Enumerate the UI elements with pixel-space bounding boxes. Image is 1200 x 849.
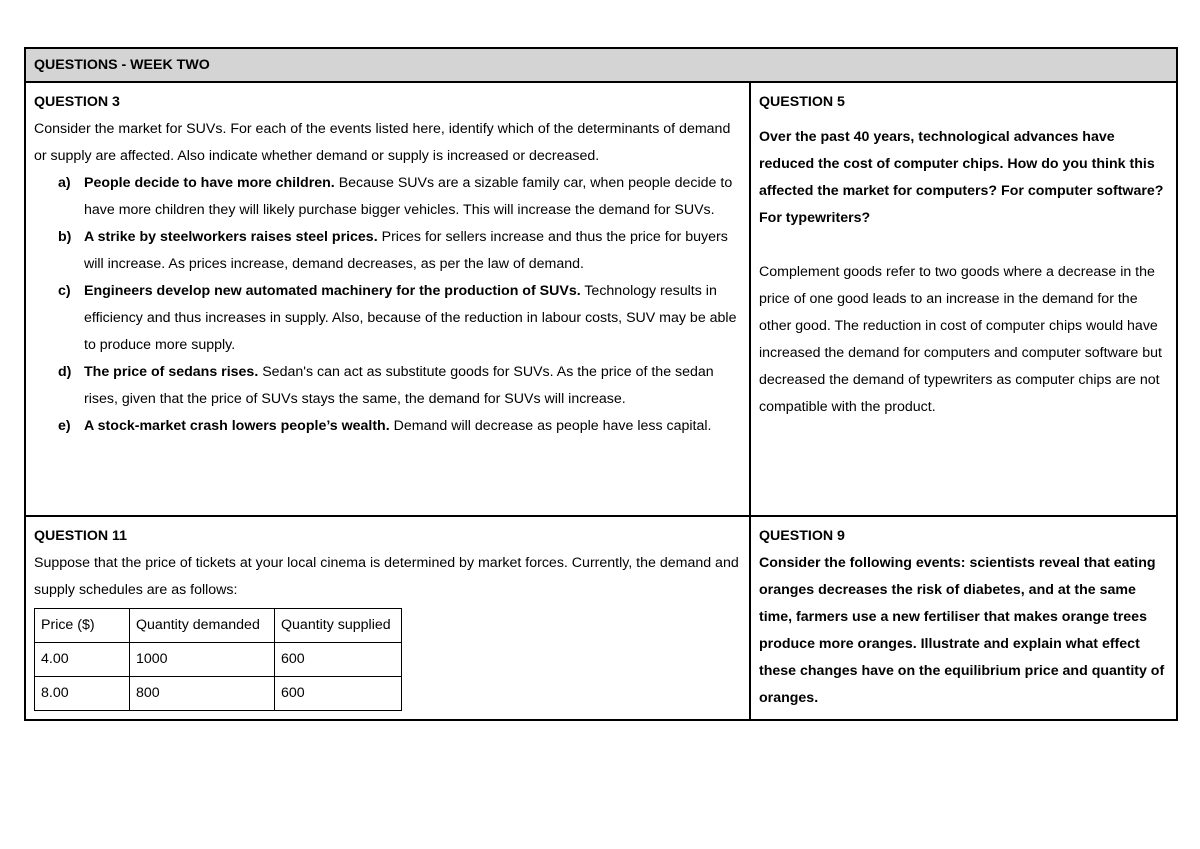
question-3-cell — [25, 82, 750, 516]
table-cell: 600 — [275, 677, 402, 711]
table-cell: 4.00 — [35, 643, 130, 677]
event-text: A strike by steelworkers raises steel prices. — [84, 229, 378, 245]
list-item — [58, 224, 741, 278]
list-item — [58, 278, 741, 359]
question-5-title: QUESTION 5 — [759, 94, 845, 110]
event-text: The price of sedans rises. — [84, 364, 259, 380]
question-3-title: QUESTION 3 — [34, 94, 120, 110]
question-5-cell — [750, 82, 1177, 516]
answer-text: Demand will decrease as people have less capital. — [393, 418, 712, 434]
header-title: QUESTIONS - WEEK TWO — [34, 57, 210, 73]
schedule-header-price: Price ($) — [35, 609, 130, 643]
table-row — [35, 643, 402, 677]
answer-text: Sedan's can act as substitute goods for SUVs. As the price of the sedan rises, given that the price of SUVs stays the same, the demand for SUVs will increase. — [84, 364, 714, 407]
list-marker: c) — [58, 283, 71, 299]
answer-text: Prices for sellers increase and thus the price for buyers will increase. As prices increase, demand decreases, as per the law of demand. — [84, 229, 728, 272]
event-text: A stock-market crash lowers people’s wealth. — [84, 418, 390, 434]
question-11-cell — [25, 516, 750, 720]
question-5-answer: Complement goods refer to two goods where a decrease in the price of one good leads to an increase in the demand for the other good. The reduction in cost of computer chips would have increased the demand for computers and computer software but decreased the demand of typewriters as computer chips are not compatible with the product. — [759, 264, 1162, 415]
question-9-title: QUESTION 9 — [759, 528, 845, 544]
question-11-intro: Suppose that the price of tickets at your local cinema is determined by market forces. Currently, the demand and supply schedules are as follows: — [34, 555, 739, 598]
list-marker: b) — [58, 229, 72, 245]
list-item — [58, 413, 741, 440]
schedule-table — [34, 608, 402, 711]
schedule-header-supplied: Quantity supplied — [275, 609, 402, 643]
list-item — [58, 359, 741, 413]
table-row — [35, 677, 402, 711]
table-row — [35, 609, 402, 643]
spacer — [759, 232, 1168, 259]
question-3-list — [34, 170, 741, 440]
answer-text: Technology results in efficiency and thus increases in supply. Also, because of the reduction in labour costs, SUV may be able to produce more supply. — [84, 283, 737, 353]
list-item — [58, 170, 741, 224]
question-11-title: QUESTION 11 — [34, 528, 128, 544]
question-3-intro: Consider the market for SUVs. For each of the events listed here, identify which of the determinants of demand or supply are affected. Also indicate whether demand or supply is increased or decreased. — [34, 121, 731, 164]
table-header — [25, 48, 1177, 82]
list-marker: a) — [58, 175, 71, 191]
event-text: People decide to have more children. — [84, 175, 335, 191]
list-marker: d) — [58, 364, 72, 380]
questions-table — [24, 47, 1178, 721]
table-cell: 800 — [130, 677, 275, 711]
question-9-prompt: Consider the following events: scientists reveal that eating oranges decreases the risk of diabetes, and at the same time, farmers use a new fertiliser that makes orange trees produce more oranges. Illustrate and explain what effect these changes have on the equilibrium price and quantity of oranges. — [759, 555, 1165, 706]
table-cell: 8.00 — [35, 677, 130, 711]
table-cell: 600 — [275, 643, 402, 677]
event-text: Engineers develop new automated machinery for the production of SUVs. — [84, 283, 581, 299]
list-marker: e) — [58, 418, 71, 434]
table-cell: 1000 — [130, 643, 275, 677]
schedule-header-demanded: Quantity demanded — [130, 609, 275, 643]
question-5-prompt: Over the past 40 years, technological advances have reduced the cost of computer chips. How do you think this affected the market for computers? For computer software? For typewriters? — [759, 129, 1164, 226]
question-9-cell — [750, 516, 1177, 720]
answer-text: Because SUVs are a sizable family car, when people decide to have more children they will likely purchase bigger vehicles. This will increase the demand for SUVs. — [84, 175, 733, 218]
